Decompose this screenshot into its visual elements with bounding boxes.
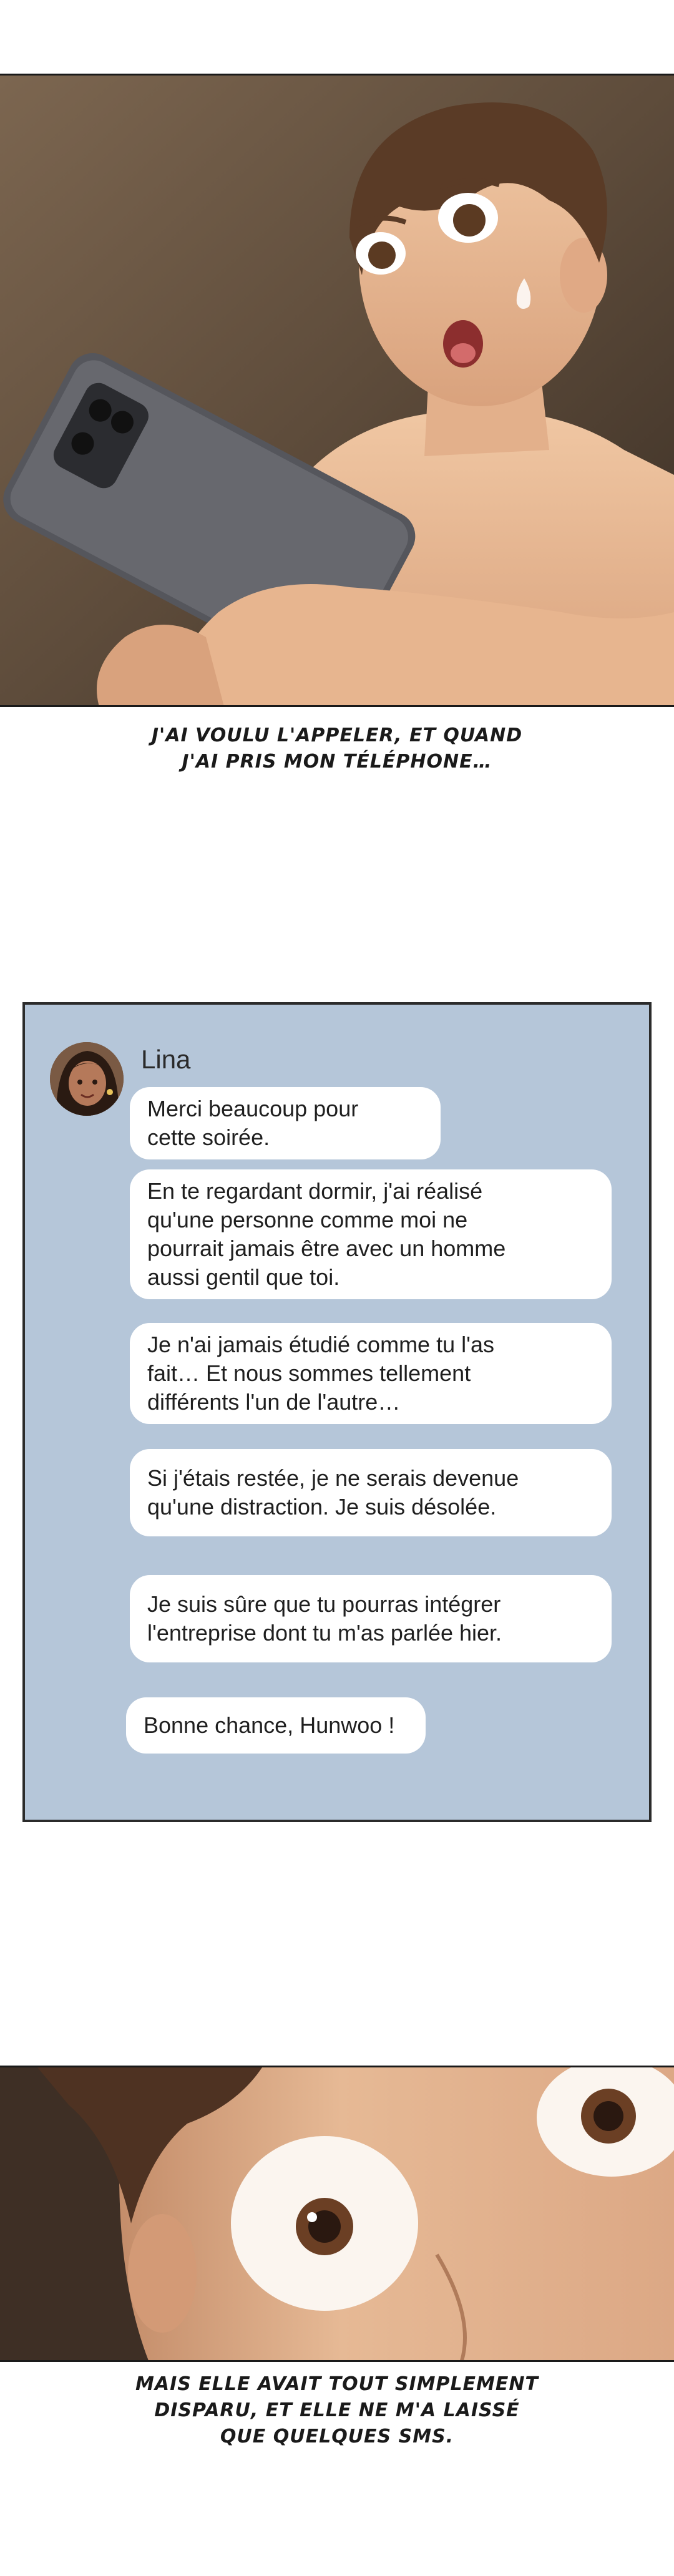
message-line: aussi gentil que toi. bbox=[147, 1264, 340, 1290]
caption-line: J'AI PRIS MON TÉLÉPHONE… bbox=[182, 751, 492, 773]
comic-panel-eyes bbox=[0, 2066, 674, 2362]
message-line: cette soirée. bbox=[147, 1125, 270, 1150]
message-line: En te regardant dormir, j'ai réalisé bbox=[147, 1178, 483, 1204]
chat-message bbox=[126, 1697, 426, 1754]
message-line: pourrait jamais être avec un homme bbox=[147, 1236, 506, 1261]
message-line: Je suis sûre que tu pourras intégrer bbox=[147, 1591, 501, 1617]
sender-avatar bbox=[50, 1042, 124, 1116]
chat-message bbox=[130, 1575, 612, 1662]
message-line: Bonne chance, Hunwoo ! bbox=[144, 1712, 395, 1738]
chat-message bbox=[130, 1087, 441, 1159]
message-line: Je n'ai jamais étudié comme tu l'as bbox=[147, 1332, 494, 1357]
sender-name: Lina bbox=[141, 1045, 191, 1074]
message-line: qu'une distraction. Je suis désolée. bbox=[147, 1494, 497, 1520]
chat-message bbox=[130, 1449, 612, 1536]
chat-message bbox=[130, 1169, 612, 1299]
message-line: qu'une personne comme moi ne bbox=[147, 1207, 468, 1232]
chat-screen bbox=[22, 1002, 652, 1822]
message-line: Merci beaucoup pour bbox=[147, 1096, 359, 1121]
comic-panel-phone bbox=[0, 74, 674, 707]
avatar-portrait-icon bbox=[50, 1042, 124, 1116]
chat-message bbox=[130, 1323, 612, 1424]
message-line: l'entreprise dont tu m'as parlée hier. bbox=[147, 1620, 502, 1646]
caption-line: QUE QUELQUES SMS. bbox=[220, 2426, 454, 2447]
message-line: Si j'étais restée, je ne serais devenue bbox=[147, 1465, 519, 1491]
caption-phone bbox=[0, 723, 674, 775]
caption-line: DISPARU, ET ELLE NE M'A LAISSÉ bbox=[154, 2399, 520, 2421]
message-line: différents l'un de l'autre… bbox=[147, 1389, 401, 1415]
caption-line: J'AI VOULU L'APPELER, ET QUAND bbox=[151, 724, 523, 746]
message-line: fait… Et nous sommes tellement bbox=[147, 1360, 471, 1386]
caption-disappeared bbox=[0, 2371, 674, 2450]
panel-illustration-man-with-phone bbox=[0, 76, 674, 707]
panel-illustration-shocked-eyes bbox=[0, 2067, 674, 2362]
caption-line: MAIS ELLE AVAIT TOUT SIMPLEMENT bbox=[135, 2373, 539, 2395]
